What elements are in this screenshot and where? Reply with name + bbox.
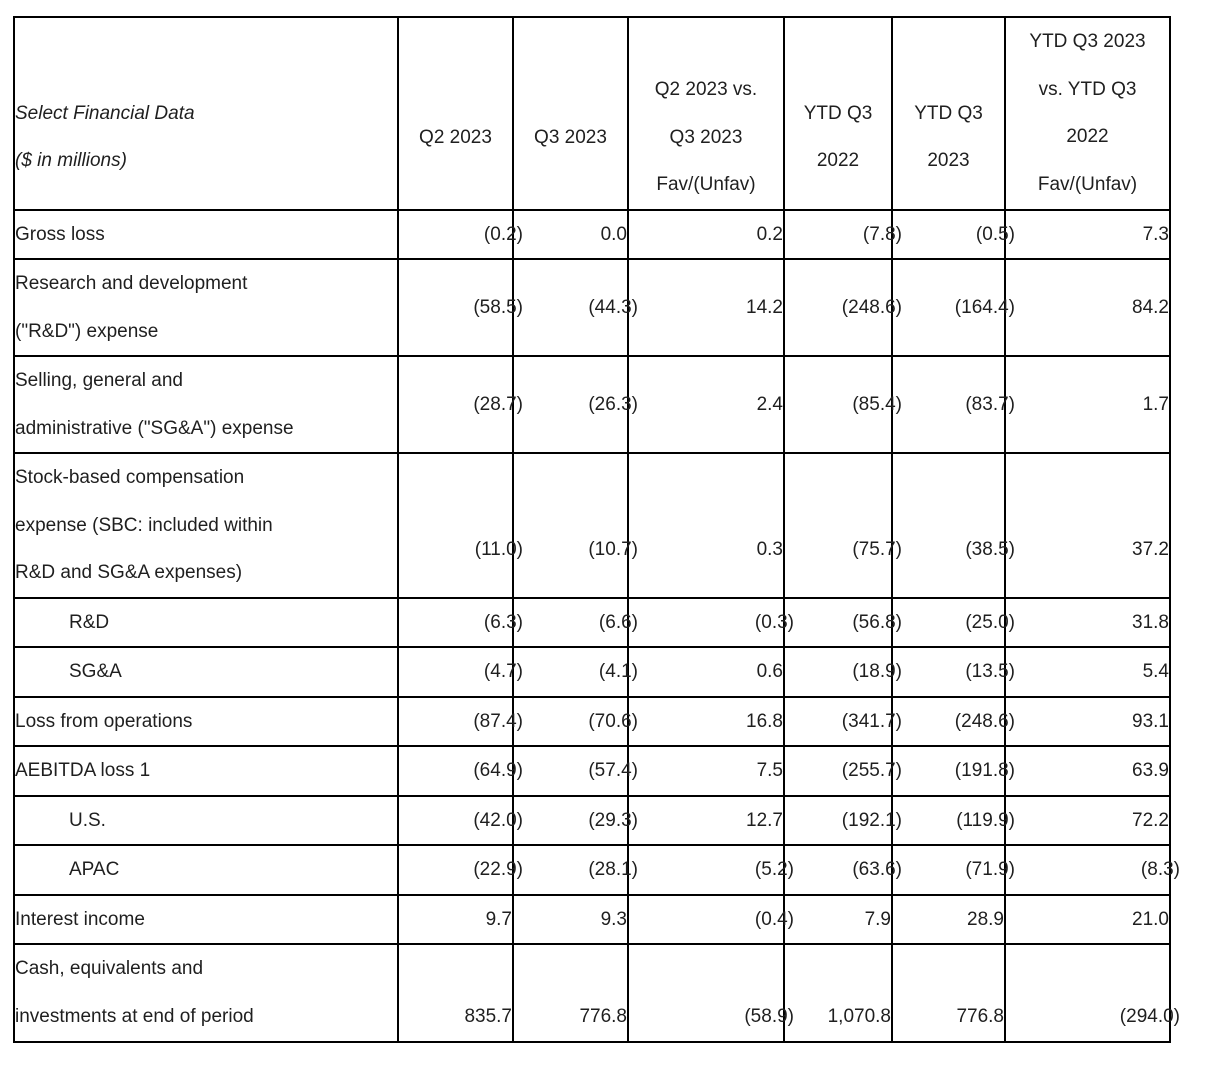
cell-value: 31.8: [1005, 598, 1170, 648]
column-header: Q2 2023 vs. Q3 2023 Fav/(Unfav): [628, 17, 784, 210]
cell-value: (294.0): [1005, 944, 1170, 1042]
cell-value: 7.3: [1005, 210, 1170, 260]
row-label: APAC: [14, 845, 398, 895]
row-label: Gross loss: [14, 210, 398, 260]
cell-value: (0.3): [628, 598, 784, 648]
cell-value: (57.4): [513, 746, 628, 796]
cell-value: 776.8: [513, 944, 628, 1042]
row-label: Selling, general and administrative ("SG&A") expense: [14, 356, 398, 453]
cell-value: 835.7: [398, 944, 513, 1042]
cell-value: (5.2): [628, 845, 784, 895]
cell-value: 12.7: [628, 796, 784, 846]
cell-value: (341.7): [784, 697, 892, 747]
cell-value: (0.4): [628, 895, 784, 945]
cell-value: (28.7): [398, 356, 513, 453]
cell-value: 9.7: [398, 895, 513, 945]
cell-value: (8.3): [1005, 845, 1170, 895]
cell-value: (42.0): [398, 796, 513, 846]
cell-value: (28.1): [513, 845, 628, 895]
cell-value: (0.5): [892, 210, 1005, 260]
cell-value: 63.9: [1005, 746, 1170, 796]
cell-value: (26.3): [513, 356, 628, 453]
cell-value: (191.8): [892, 746, 1005, 796]
cell-value: 93.1: [1005, 697, 1170, 747]
table-row: [14, 598, 1170, 648]
cell-value: 0.6: [628, 647, 784, 697]
cell-value: 72.2: [1005, 796, 1170, 846]
cell-value: (4.7): [398, 647, 513, 697]
row-label: AEBITDA loss 1: [14, 746, 398, 796]
cell-value: 0.0: [513, 210, 628, 260]
column-header: YTD Q3 2022: [784, 17, 892, 210]
row-label: Research and development ("R&D") expense: [14, 259, 398, 356]
cell-value: (164.4): [892, 259, 1005, 356]
cell-value: 5.4: [1005, 647, 1170, 697]
table-row: [14, 259, 1170, 356]
row-label: Cash, equivalents and investments at end of period: [14, 944, 398, 1042]
cell-value: (22.9): [398, 845, 513, 895]
cell-value: (13.5): [892, 647, 1005, 697]
table-row: [14, 453, 1170, 598]
cell-value: (7.8): [784, 210, 892, 260]
table-row: [14, 796, 1170, 846]
cell-value: 1.7: [1005, 356, 1170, 453]
cell-value: 776.8: [892, 944, 1005, 1042]
cell-value: (248.6): [892, 697, 1005, 747]
cell-value: (83.7): [892, 356, 1005, 453]
cell-value: (255.7): [784, 746, 892, 796]
column-header: Q2 2023: [398, 17, 513, 210]
table-body: [14, 210, 1180, 1042]
cell-value: (64.9): [398, 746, 513, 796]
cell-value: (44.3): [513, 259, 628, 356]
cell-value: 14.2: [628, 259, 784, 356]
cell-value: (85.4): [784, 356, 892, 453]
table-row: [14, 746, 1170, 796]
cell-value: (29.3): [513, 796, 628, 846]
row-label: R&D: [14, 598, 398, 648]
table-header-row: [14, 17, 1170, 210]
column-header: YTD Q3 2023: [892, 17, 1005, 210]
column-header: Q3 2023: [513, 17, 628, 210]
cell-value: 7.5: [628, 746, 784, 796]
cell-value: 7.9: [784, 895, 892, 945]
cell-value: 9.3: [513, 895, 628, 945]
table-row: [14, 356, 1170, 453]
cell-value: (10.7): [513, 453, 628, 598]
cell-value: (58.9): [628, 944, 784, 1042]
row-label: U.S.: [14, 796, 398, 846]
table-row: [14, 845, 1170, 895]
row-label: SG&A: [14, 647, 398, 697]
cell-value: (18.9): [784, 647, 892, 697]
cell-value: (38.5): [892, 453, 1005, 598]
table-row: [14, 210, 1170, 260]
table-row: [14, 697, 1170, 747]
cell-value: (6.6): [513, 598, 628, 648]
cell-value: (192.1): [784, 796, 892, 846]
cell-value: (0.2): [398, 210, 513, 260]
table-row: [14, 895, 1170, 945]
cell-value: 84.2: [1005, 259, 1170, 356]
cell-value: 0.2: [628, 210, 784, 260]
cell-value: 2.4: [628, 356, 784, 453]
cell-value: (58.5): [398, 259, 513, 356]
cell-value: 21.0: [1005, 895, 1170, 945]
cell-value: (87.4): [398, 697, 513, 747]
cell-value: (6.3): [398, 598, 513, 648]
cell-value: (71.9): [892, 845, 1005, 895]
column-header: YTD Q3 2023 vs. YTD Q3 2022 Fav/(Unfav): [1005, 17, 1170, 210]
table-title: Select Financial Data ($ in millions): [14, 17, 398, 210]
financial-table: [13, 16, 1180, 1043]
cell-value: (4.1): [513, 647, 628, 697]
row-label: Loss from operations: [14, 697, 398, 747]
cell-value: (248.6): [784, 259, 892, 356]
table-row: [14, 647, 1170, 697]
table-row: [14, 944, 1170, 1042]
cell-value: 0.3: [628, 453, 784, 598]
cell-value: (56.8): [784, 598, 892, 648]
cell-value: (25.0): [892, 598, 1005, 648]
cell-value: (70.6): [513, 697, 628, 747]
cell-value: (11.0): [398, 453, 513, 598]
cell-value: 37.2: [1005, 453, 1170, 598]
row-label: Stock-based compensation expense (SBC: included within R&D and SG&A expenses): [14, 453, 398, 598]
cell-value: 1,070.8: [784, 944, 892, 1042]
cell-value: (75.7): [784, 453, 892, 598]
cell-value: (119.9): [892, 796, 1005, 846]
row-label: Interest income: [14, 895, 398, 945]
cell-value: 16.8: [628, 697, 784, 747]
cell-value: 28.9: [892, 895, 1005, 945]
cell-value: (63.6): [784, 845, 892, 895]
